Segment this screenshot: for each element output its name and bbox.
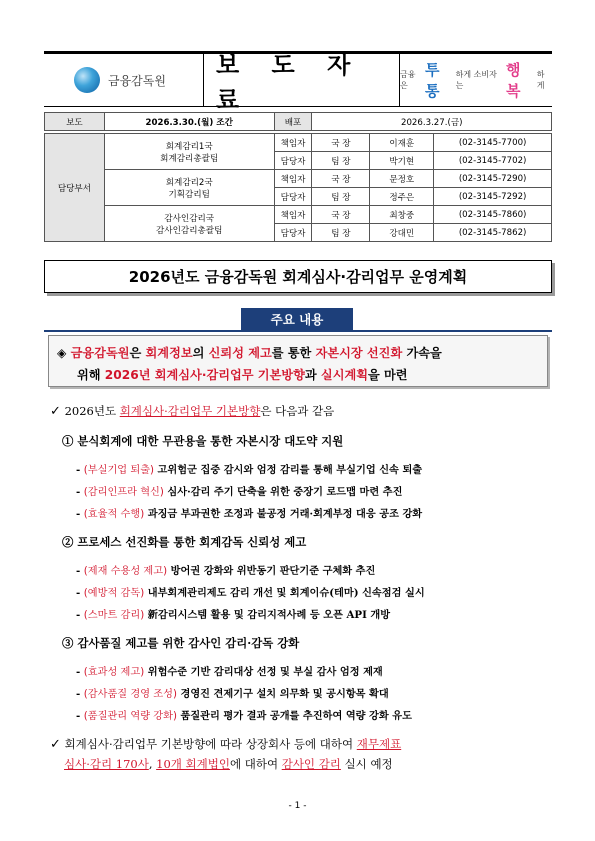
role-cell: 담당자	[274, 224, 312, 242]
section2-text: 에 대하여	[229, 757, 282, 771]
release-label: 보도	[45, 113, 105, 131]
sub-heading-3	[62, 635, 299, 651]
summary-text: 실시계획	[320, 368, 369, 382]
dept-name	[104, 170, 274, 206]
summary-text: 회계정보	[145, 346, 193, 360]
diamond-bullet-icon: ◈	[57, 346, 67, 360]
release-row	[45, 113, 552, 131]
dept-line: 감사인감리국	[164, 213, 215, 224]
summary-box	[48, 335, 548, 387]
table-row	[45, 170, 552, 188]
section2-text: 회계심사·감리업무 기본방향에 따라 상장회사 등에 대하여	[64, 737, 357, 751]
name-cell: 강대민	[370, 224, 434, 242]
title-cell: 팀 장	[312, 152, 370, 170]
section2-text: ,	[148, 757, 157, 771]
summary-line-1	[57, 344, 442, 361]
item-text: 고위험군 집중 감시와 엄정 감리를 통해 부실기업 신속 퇴출	[154, 464, 423, 476]
summary-text: 위해	[77, 368, 105, 382]
phone-cell: (02-3145-7290)	[434, 170, 552, 188]
fss-globe-icon	[74, 67, 100, 93]
key-contents-label: 주요 내용	[241, 308, 353, 330]
name-cell: 박기현	[370, 152, 434, 170]
section1-text: 2026년도	[64, 404, 120, 418]
summary-text: 2026년 회계심사·감리업무 기본방향	[104, 368, 305, 382]
item-text: 위험수준 기반 감리대상 선정 및 부실 감사 엄정 제재	[144, 666, 383, 678]
dist-date: 2026.3.27.(금)	[312, 113, 552, 131]
name-cell: 이재훈	[370, 134, 434, 152]
section1-text: 은 다음과 같음	[260, 404, 335, 418]
name-cell: 문정호	[370, 170, 434, 188]
slogan-post: 하게	[536, 70, 545, 90]
title-cell: 팀 장	[312, 224, 370, 242]
circled-number: ③	[62, 636, 74, 650]
summary-text: 신뢰성 제고	[208, 346, 272, 360]
key-divider	[44, 330, 552, 332]
item-text: 심사·감리 주기 단축을 위한 중장기 로드맵 마련 추진	[163, 486, 403, 498]
phone-cell: (02-3145-7702)	[434, 152, 552, 170]
section2-line-1	[50, 736, 401, 752]
section2-highlight: 심사·감리 170사	[64, 757, 149, 771]
dept-line: 회계감리총괄팀	[160, 153, 219, 164]
item-tag: (부실기업 퇴출)	[83, 465, 155, 476]
org-name: 금융감독원	[108, 73, 166, 88]
dept-line: 회계감리2국	[165, 177, 213, 188]
dist-label: 배포	[274, 113, 312, 131]
dept-name	[104, 134, 274, 170]
doc-type-title: 보 도 자 료	[204, 54, 400, 106]
list-item: - (효과성 제고) 위험수준 기반 감리대상 선정 및 부실 감사 엄정 제재	[76, 666, 383, 678]
summary-text: 가속을	[402, 346, 442, 360]
list-item: - (스마트 감리) 新감리시스템 활용 및 감리지적사례 등 오픈 API 개방	[76, 609, 391, 621]
phone-cell: (02-3145-7700)	[434, 134, 552, 152]
document-title: 2026년도 금융감독원 회계심사·감리업무 운영계획	[44, 260, 552, 293]
item-text: 내부회계관리제도 감리 개선 및 회계이슈(테마) 신속점검 실시	[144, 587, 425, 599]
summary-text: 를 통한	[271, 346, 316, 360]
title-cell: 국 장	[312, 134, 370, 152]
press-header	[44, 50, 552, 114]
section2-highlight: 감사인 감리	[281, 757, 341, 771]
list-item: - (효율적 수행) 과징금 부과권한 조정과 불공정 거래·회계부정 대응 공조 강화	[76, 508, 423, 520]
summary-text: 금융감독원	[70, 346, 130, 360]
summary-text: 을 마련	[368, 368, 408, 382]
sub-heading-text: 프로세스 선진화를 통한 회계감독 신뢰성 제고	[77, 535, 307, 549]
item-text: 품질관리 평가 결과 공개를 추진하여 역량 강화 유도	[176, 710, 412, 722]
sub-heading-text: 감사품질 제고를 위한 감사인 감리·감독 강화	[77, 636, 300, 650]
slogan-word-2: 행복	[506, 61, 521, 100]
item-tag: (품질관리 역량 강화)	[83, 711, 177, 722]
summary-line-2	[77, 366, 408, 383]
name-cell: 최창중	[370, 206, 434, 224]
summary-text: 과	[304, 368, 321, 382]
item-tag: (효과성 제고)	[83, 667, 145, 678]
slogan	[400, 54, 552, 106]
section2-highlight: 10개 회계법인	[156, 757, 230, 771]
title-cell: 국 장	[312, 170, 370, 188]
section2-highlight: 재무제표	[356, 737, 402, 751]
item-text: 新감리시스템 활용 및 감리지적사례 등 오픈 API 개방	[144, 609, 391, 621]
list-item: - (예방적 감독) 내부회계관리제도 감리 개선 및 회계이슈(테마) 신속점검 실시	[76, 587, 425, 599]
role-cell: 담당자	[274, 188, 312, 206]
name-cell: 정주은	[370, 188, 434, 206]
summary-text: 의	[192, 346, 209, 360]
slogan-mid: 하게 소비자는	[455, 70, 497, 90]
phone-cell: (02-3145-7860)	[434, 206, 552, 224]
list-item: - (부실기업 퇴출) 고위험군 집중 감시와 엄정 감리를 통해 부실기업 신속 퇴출	[76, 464, 423, 476]
dept-line: 기획감리팀	[168, 189, 210, 200]
sub-heading-1	[62, 433, 343, 449]
list-item: - (제재 수용성 제고) 방어권 강화와 위반동기 판단기준 구체화 추진	[76, 565, 376, 577]
list-item: - (감리인프라 혁신) 심사·감리 주기 단축을 위한 중장기 로드맵 마련 추진	[76, 486, 403, 498]
item-text: 경영진 견제기구 설치 의무화 및 공시항목 확대	[176, 688, 389, 700]
dept-name	[104, 206, 274, 242]
item-text: 과징금 부과권한 조정과 불공정 거래·회계부정 대응 공조 강화	[144, 508, 423, 520]
page-number: - 1 -	[288, 801, 307, 811]
role-cell: 책임자	[274, 134, 312, 152]
dept-line: 회계감리1국	[165, 141, 213, 152]
section1-highlight: 회계심사·감리업무 기본방향	[119, 404, 261, 418]
fss-logo	[44, 54, 204, 106]
circled-number: ①	[62, 434, 74, 448]
sub-heading-text: 분식회계에 대한 무관용을 통한 자본시장 대도약 지원	[77, 434, 344, 448]
item-tag: (효율적 수행)	[83, 509, 145, 520]
title-cell: 국 장	[312, 206, 370, 224]
summary-text: 은	[129, 346, 146, 360]
item-tag: (감사품질 경영 조성)	[83, 689, 177, 700]
list-item: - (감사품질 경영 조성) 경영진 견제기구 설치 의무화 및 공시항목 확대	[76, 688, 389, 700]
item-tag: (스마트 감리)	[83, 610, 145, 621]
release-date: 2026.3.30.(월) 조간	[104, 113, 274, 131]
dept-line: 감사인감리총괄팀	[156, 225, 223, 236]
list-item: - (품질관리 역량 강화) 품질관리 평가 결과 공개를 추진하여 역량 강화 유도	[76, 710, 412, 722]
section1-heading	[50, 403, 334, 419]
role-cell: 책임자	[274, 206, 312, 224]
check-icon: ✓	[50, 404, 61, 419]
phone-cell: (02-3145-7862)	[434, 224, 552, 242]
table-row	[45, 206, 552, 224]
item-text: 방어권 강화와 위반동기 판단기준 구체화 추진	[167, 565, 376, 577]
slogan-pre: 금융은	[400, 70, 416, 90]
item-tag: (제재 수용성 제고)	[83, 566, 168, 577]
table-row	[45, 134, 552, 152]
role-cell: 책임자	[274, 170, 312, 188]
section2-line-2	[64, 756, 393, 772]
slogan-word-1: 투통	[424, 61, 440, 100]
summary-text: 자본시장 선진화	[315, 346, 403, 360]
title-cell: 팀 장	[312, 188, 370, 206]
item-tag: (감리인프라 혁신)	[83, 487, 164, 498]
dept-label: 담당부서	[45, 134, 105, 242]
sub-heading-2	[62, 534, 306, 550]
role-cell: 담당자	[274, 152, 312, 170]
section2-text: 실시 예정	[340, 757, 393, 771]
item-tag: (예방적 감독)	[83, 588, 145, 599]
circled-number: ②	[62, 535, 74, 549]
check-icon: ✓	[50, 737, 61, 752]
phone-cell: (02-3145-7292)	[434, 188, 552, 206]
release-info-table	[44, 112, 552, 242]
